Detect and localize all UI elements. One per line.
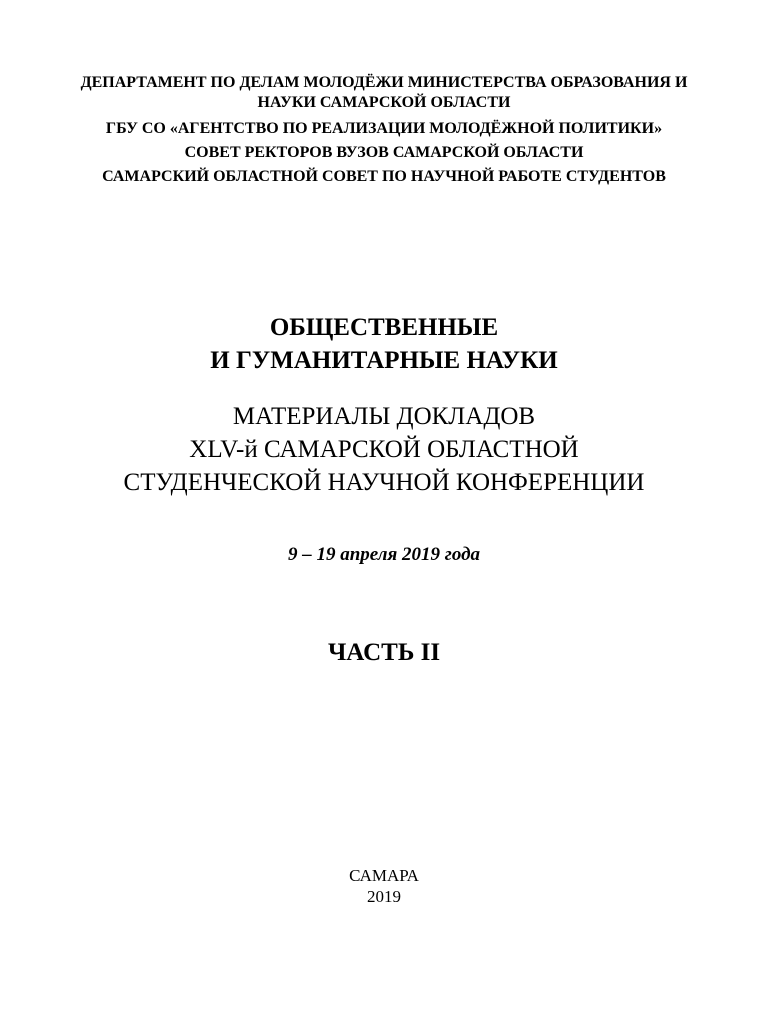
organization-line-1: ДЕПАРТАМЕНТ ПО ДЕЛАМ МОЛОДЁЖИ МИНИСТЕРСТВА ОБРАЗОВАНИЯ И xyxy=(80,74,688,91)
conference-dates: 9 – 19 апреля 2019 года xyxy=(287,544,480,565)
subtitle-line-1: МАТЕРИАЛЫ ДОКЛАДОВ xyxy=(232,403,536,430)
publication-year: 2019 xyxy=(367,887,401,906)
organization-line-2: НАУКИ САМАРСКОЙ ОБЛАСТИ xyxy=(257,94,511,111)
part-number: ЧАСТЬ II xyxy=(327,639,441,666)
subtitle-line-3: СТУДЕНЧЕСКОЙ НАУЧНОЙ КОНФЕРЕНЦИИ xyxy=(123,469,645,496)
organization-line-4: СОВЕТ РЕКТОРОВ ВУЗОВ САМАРСКОЙ ОБЛАСТИ xyxy=(184,144,584,161)
organization-line-5: САМАРСКИЙ ОБЛАСТНОЙ СОВЕТ ПО НАУЧНОЙ РАБОТЕ СТУДЕНТОВ xyxy=(102,168,666,185)
title-line-2: И ГУМАНИТАРНЫЕ НАУКИ xyxy=(210,347,558,374)
title-line-1: ОБЩЕСТВЕННЫЕ xyxy=(269,314,499,341)
subtitle-line-2: XLV-й САМАРСКОЙ ОБЛАСТНОЙ xyxy=(189,436,579,463)
publication-city: САМАРА xyxy=(349,866,419,885)
organization-line-3: ГБУ СО «АГЕНТСТВО ПО РЕАЛИЗАЦИИ МОЛОДЁЖНОЙ ПОЛИТИКИ» xyxy=(105,120,663,137)
